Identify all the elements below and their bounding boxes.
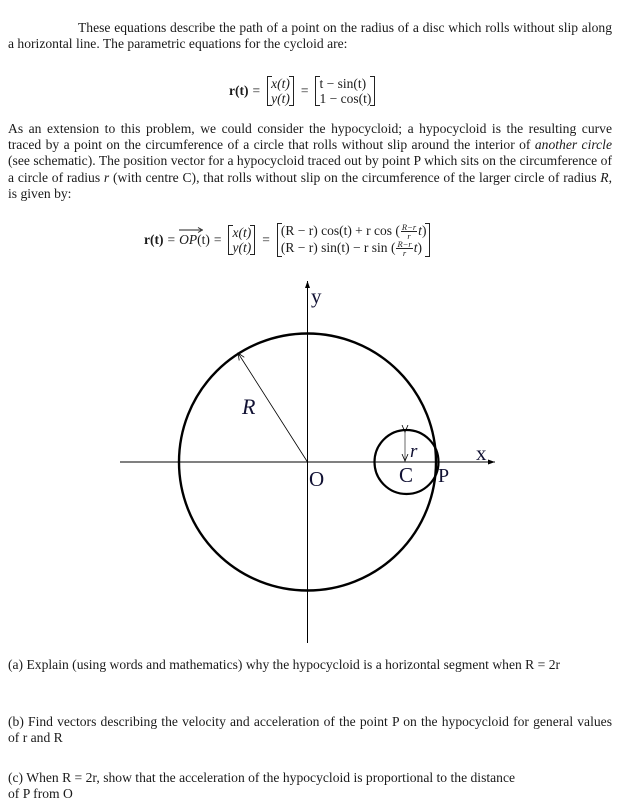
question-b: (b) Find vectors describing the velocity and acceleration of the point P on the hypocycloid for general values of r and R xyxy=(8,714,612,746)
x-axis-label: x xyxy=(476,441,487,465)
origin-label: O xyxy=(309,467,325,491)
question-c: (c) When R = 2r, show that the acceleration of the hypocycloid is proportional to the distance of P from O xyxy=(8,770,516,802)
y-axis-label: y xyxy=(311,284,322,308)
cycloid-rhs-vector: t − sin(t) 1 − cos(t) xyxy=(315,76,375,106)
fraction: $\frac{R-r}{r}$ xyxy=(401,222,417,241)
hypocycloid-rhs-vector: (R − r) cos(t) + r cos ( $\frac{R-r}{r}$ t) (R − r) sin(t) − r sin ( $\frac{R-r}{r}$ t) xyxy=(277,223,431,258)
fraction: $\frac{R-r}{r}$ xyxy=(397,239,412,259)
op-vector: OP xyxy=(179,232,197,248)
hypocycloid-equation: r(t) = OP (t) = x(t) y(t) = (R − r) cos(t) + r cos ( $\frac{R-r}{r}$ t) (R − r) sin(t) − r sin ( $\frac{R-r}{r}$ t) xyxy=(144,221,433,259)
point-label: P xyxy=(438,465,450,487)
center-label: C xyxy=(399,463,414,487)
big-radius-label: R xyxy=(242,394,256,419)
xy-vector: x(t) y(t) xyxy=(267,76,294,106)
extension-paragraph: As an extension to this problem, we could consider the hypocycloid; a hypocycloid is the resulting curve traced by a point on the circumference of a circle that rolls without slip around the interior of another circle (see schematic). The position vector for a hypocycloid traced out by point P which sits on the circumference of a circle of radius r (with centre C), that rolls without slip on the circumference of the larger circle of radius R, is given by: xyxy=(8,121,612,201)
small-radius-label: r xyxy=(410,441,418,462)
question-a: (a) Explain (using words and mathematics) why the hypocycloid is a horizontal segment when R = 2r xyxy=(8,657,561,672)
xy-vector: x(t) y(t) xyxy=(228,225,255,255)
cycloid-equation: r(t) = x(t) y(t) = t − sin(t) 1 − cos(t) xyxy=(229,73,378,109)
intro-paragraph: These equations describe the path of a point on the radius of a disc which rolls without slip along a horizontal line. The parametric equations for the cycloid are: xyxy=(8,20,612,52)
r-of-t: r(t) xyxy=(229,83,249,98)
